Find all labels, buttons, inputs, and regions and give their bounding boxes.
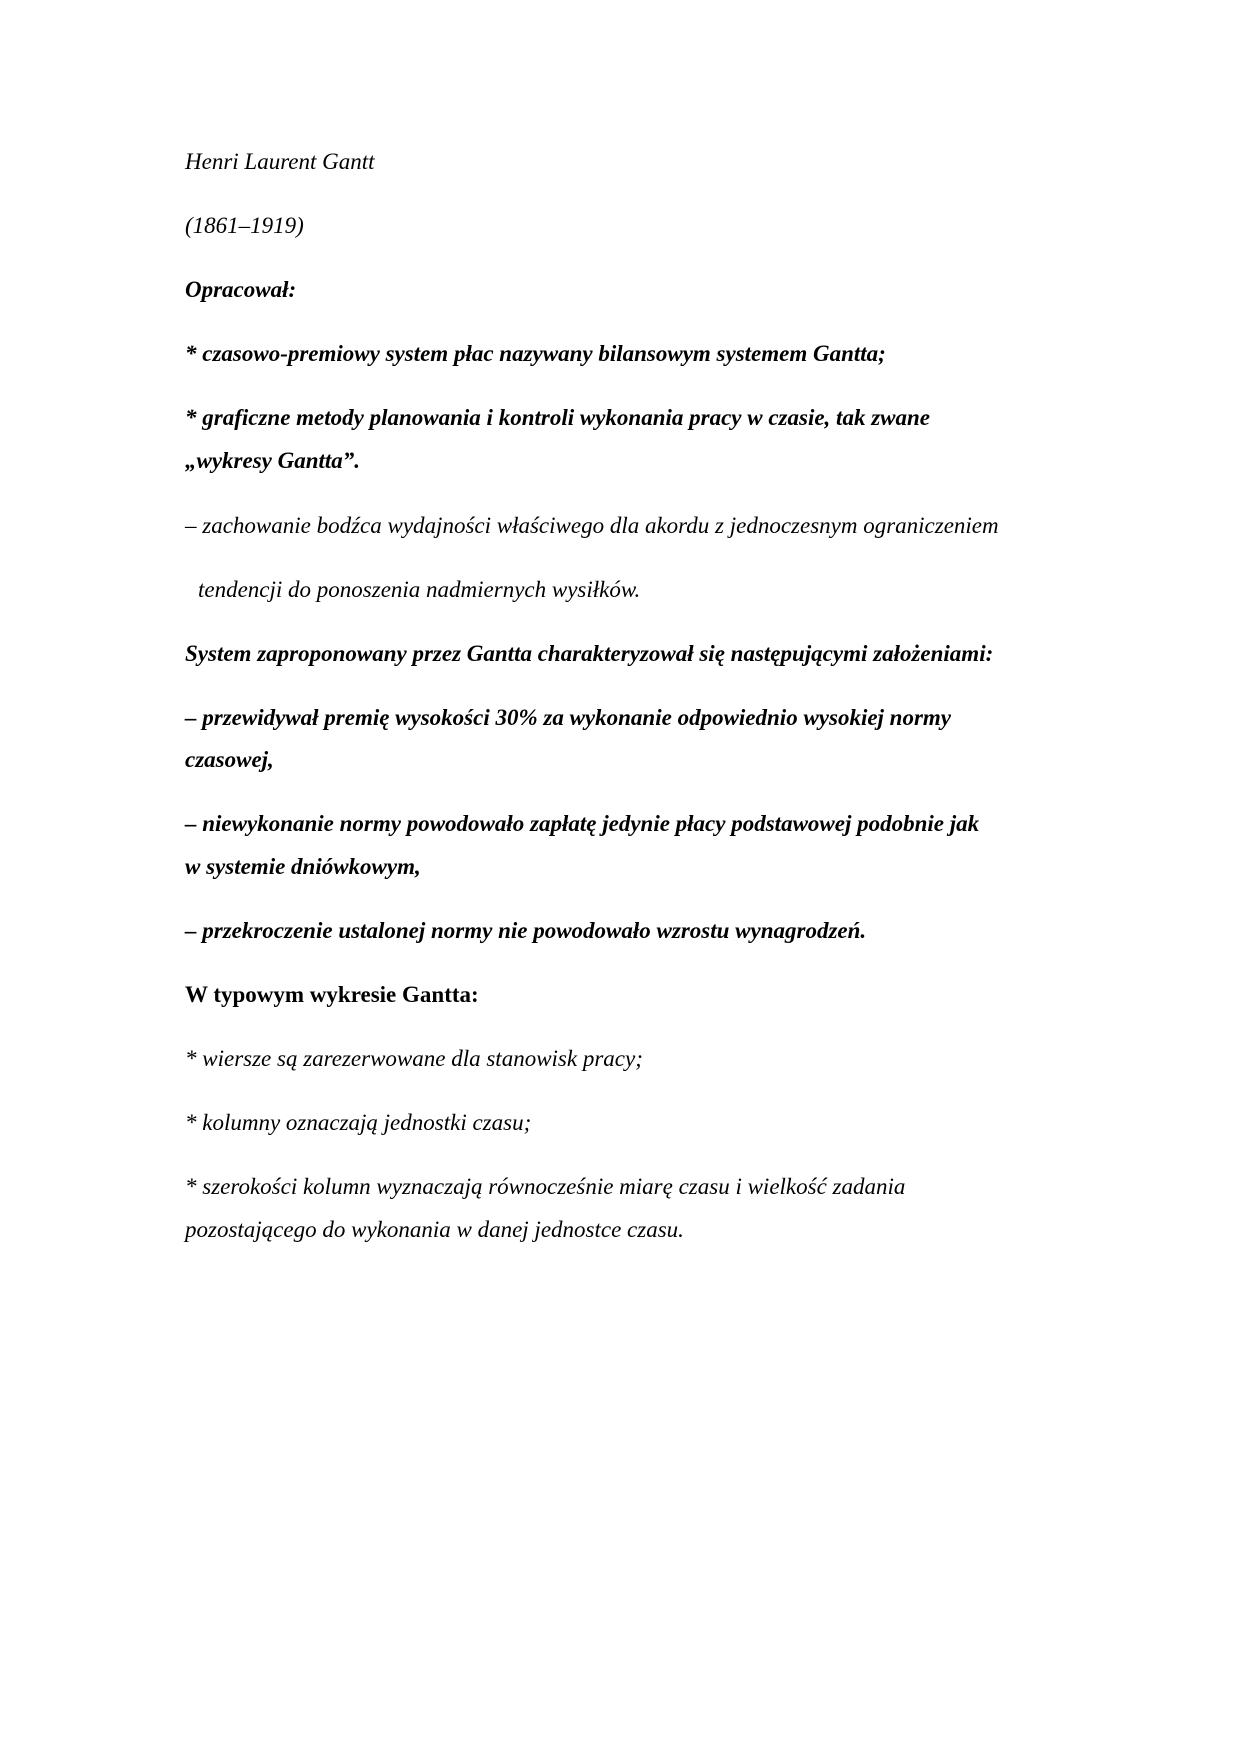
goal-line: – zachowanie bodźca wydajności właściwego dla akordu z jednoczesnym ograniczeniem <box>185 513 999 538</box>
goal-line-continuation: tendencji do ponoszenia nadmiernych wysiłków. <box>198 577 641 602</box>
system-heading: System zaproponowany przez Gantta charakteryzował się następującymi założeniami: <box>185 641 994 666</box>
system-item-continuation: czasowej, <box>185 747 274 772</box>
chart-item-continuation: pozostającego do wykonania w danej jednostce czasu. <box>185 1217 684 1242</box>
system-item: – przewidywał premię wysokości 30% za wykonanie odpowiednio wysokiej normy <box>185 705 952 730</box>
developed-item-continuation: „wykresy Gantta”. <box>185 448 361 473</box>
system-item: – niewykonanie normy powodowało zapłatę jedynie płacy podstawowej podobnie jak <box>185 811 980 836</box>
system-item: – przekroczenie ustalonej normy nie powodowało wzrostu wynagrodzeń. <box>185 918 867 943</box>
chart-item: * szerokości kolumn wyznaczają równocześnie miarę czasu i wielkość zadania <box>185 1174 906 1199</box>
developed-heading: Opracował: <box>185 277 297 302</box>
author-name: Henri Laurent Gantt <box>185 149 375 174</box>
chart-item: * kolumny oznaczają jednostki czasu; <box>185 1110 532 1135</box>
system-item-continuation: w systemie dniówkowym, <box>185 854 421 879</box>
chart-heading: W typowym wykresie Gantta: <box>185 982 479 1007</box>
author-years: (1861–1919) <box>185 213 304 238</box>
chart-item: * wiersze są zarezerwowane dla stanowisk pracy; <box>185 1046 643 1071</box>
developed-item: * czasowo-premiowy system płac nazywany bilansowym systemem Gantta; <box>185 341 886 366</box>
developed-item: * graficzne metody planowania i kontroli wykonania pracy w czasie, tak zwane <box>185 405 930 430</box>
